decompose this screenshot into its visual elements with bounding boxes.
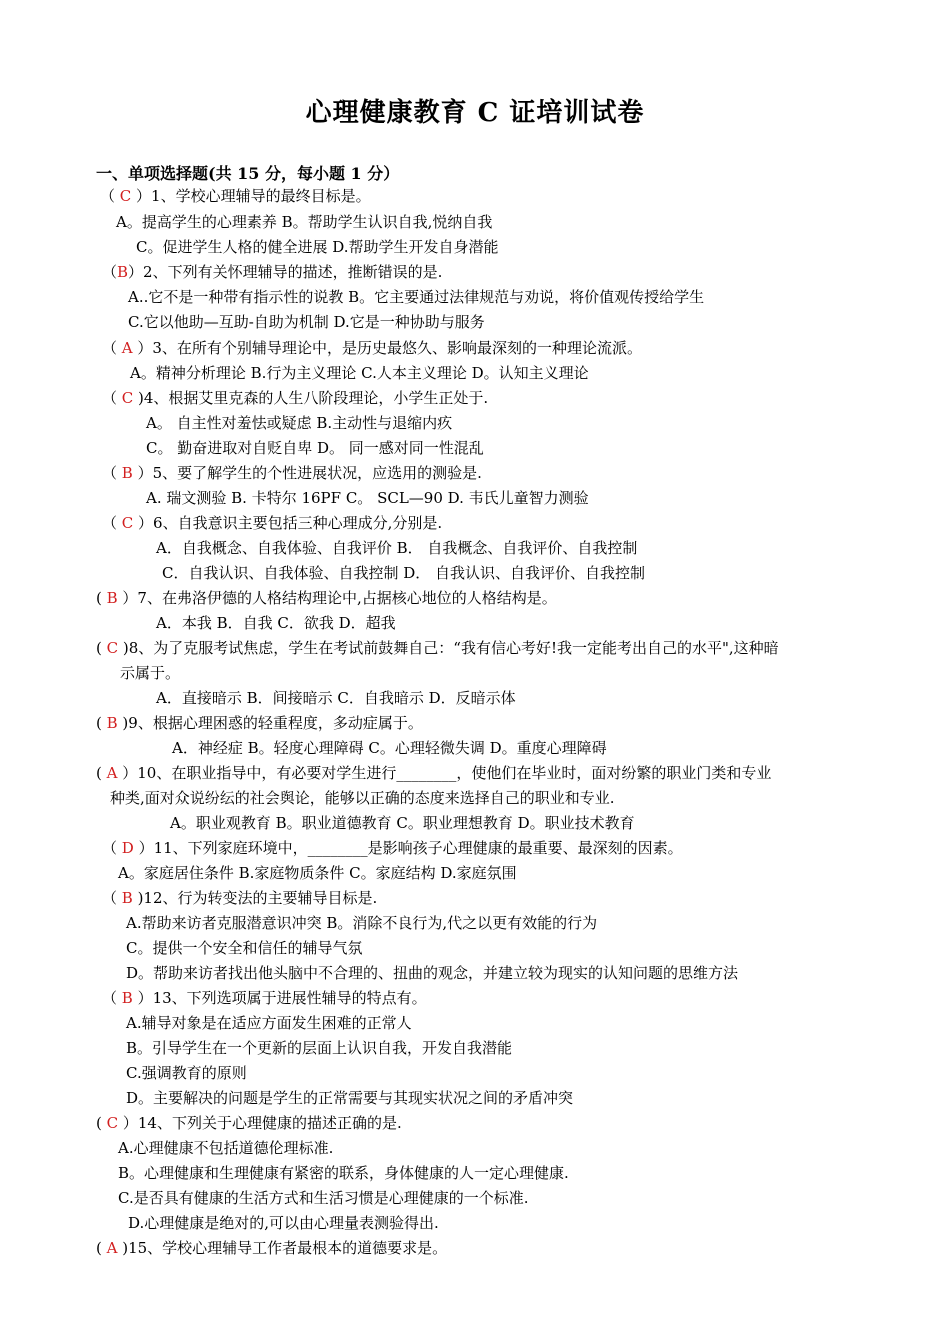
option-line: A。精神分析理论 B.行为主义理论 C.人本主义理论 D。认知主义理论 [130, 364, 589, 382]
question-text: ）10、在职业指导中，有必要对学生进行________，使他们在毕业时，面对纷繁的职业门类和专业 [117, 764, 772, 782]
option-line: A．直接暗示 B．间接暗示 C．自我暗示 D．反暗示体 [156, 689, 516, 707]
option-line: B。心理健康和生理健康有紧密的联系，身体健康的人一定心理健康. [118, 1164, 569, 1182]
answer-bracket-open: （ [102, 514, 122, 532]
question-line [96, 713, 423, 733]
answer-bracket-open: （ [100, 187, 120, 205]
answer-letter: B [121, 989, 133, 1007]
option-line: C。提供一个安全和信任的辅导气氛 [126, 939, 363, 957]
answer-bracket-open: （ [102, 989, 122, 1007]
answer-letter: C [106, 1114, 119, 1132]
answer-bracket-open: （ [102, 889, 122, 907]
answer-letter: B [106, 714, 118, 732]
option-line: B。引导学生在一个更新的层面上认识自我，开发自我潜能 [126, 1039, 513, 1057]
answer-bracket-open: ( [96, 764, 107, 782]
answer-letter: A [106, 764, 118, 782]
option-line: A..它不是一种带有指示性的说教 B。它主要通过法律规范与劝说，将价值观传授给学生 [128, 288, 705, 306]
question-line [96, 638, 779, 658]
answer-bracket-open: （ [102, 839, 122, 857]
question-line [96, 1238, 447, 1258]
answer-letter: A [106, 1239, 118, 1257]
option-line: A.心理健康不包括道德伦理标准. [118, 1139, 334, 1157]
question-text: )12、行为转变法的主要辅导目标是. [132, 889, 378, 907]
question-text: ）2、下列有关怀理辅导的描述，推断错误的是. [128, 263, 443, 281]
option-line: C.是否具有健康的生活方式和生活习惯是心理健康的一个标准. [118, 1189, 529, 1207]
question-line [100, 186, 371, 206]
question-line [102, 338, 642, 358]
option-line: D.心理健康是绝对的,可以由心理量表测验得出. [128, 1214, 439, 1232]
question-text: ）6、自我意识主要包括三种心理成分,分别是. [133, 514, 443, 532]
option-line: C．自我认识、自我体验、自我控制 D． 自我认识、自我评价、自我控制 [162, 564, 646, 582]
answer-letter: C [121, 389, 134, 407]
question-line [96, 588, 557, 608]
option-line: A。提高学生的心理素养 B。帮助学生认识自我,悦纳自我 [116, 213, 493, 231]
option-line: D。主要解决的问题是学生的正常需要与其现实状况之间的矛盾冲突 [126, 1089, 574, 1107]
question-line [102, 262, 442, 282]
option-line: C。 勤奋进取对自贬自卑 D。 同一感对同一性混乱 [146, 439, 484, 457]
answer-bracket-open: （ [102, 339, 122, 357]
answer-bracket-open: ( [96, 1114, 107, 1132]
page-title: 心理健康教育 C 证培训试卷 [305, 98, 645, 128]
answer-bracket-open: （ [102, 464, 122, 482]
question-text: )15、学校心理辅导工作者最根本的道德要求是。 [117, 1239, 448, 1257]
option-line: C。促进学生人格的健全进展 D.帮助学生开发自身潜能 [136, 238, 499, 256]
answer-letter: C [119, 187, 132, 205]
question-line [102, 888, 377, 908]
option-line: D。帮助来访者找出他头脑中不合理的、扭曲的观念，并建立较为现实的认知问题的思维方法 [126, 964, 739, 982]
option-line: A。 自主性对羞怯或疑虑 B.主动性与退缩内疚 [146, 414, 453, 432]
option-line: A．神经症 B。轻度心理障碍 C。心理轻微失调 D。重度心理障碍 [172, 739, 607, 757]
question-line [102, 988, 427, 1008]
answer-bracket-open: （ [102, 389, 122, 407]
answer-letter: C [106, 639, 119, 657]
option-line: A.辅导对象是在适应方面发生困难的正常人 [126, 1014, 412, 1032]
question-text: ）13、下列选项属于进展性辅导的特点有。 [132, 989, 427, 1007]
answer-letter: B [106, 589, 118, 607]
question-line [102, 463, 482, 483]
answer-letter: B [117, 263, 129, 281]
answer-letter: B [121, 464, 133, 482]
question-text: )8、为了克服考试焦虑，学生在考试前鼓舞自己：“我有信心考好!我一定能考出自己的水平",这种暗 [118, 639, 779, 657]
answer-bracket-open: ( [96, 714, 107, 732]
answer-letter: B [121, 889, 133, 907]
answer-bracket-open: ( [96, 589, 107, 607]
question-line [96, 763, 771, 783]
option-line: A。家庭居住条件 B.家庭物质条件 C。家庭结构 D.家庭氛围 [118, 864, 517, 882]
section-heading: 一、单项选择题(共 15 分，每小题 1 分） [96, 164, 400, 183]
option-line: C.强调教育的原则 [126, 1064, 247, 1082]
option-line: A.帮助来访者克服潜意识冲突 B。消除不良行为,代之以更有效能的行为 [126, 914, 598, 932]
option-line: A．自我概念、自我体验、自我评价 B． 自我概念、自我评价、自我控制 [156, 539, 638, 557]
answer-bracket-open: ( [96, 639, 107, 657]
answer-bracket-open: ( [96, 1239, 107, 1257]
question-line [96, 1113, 402, 1133]
option-line: C.它以他助—互助-自助为机制 D.它是一种协助与服务 [128, 313, 485, 331]
question-text: ）5、要了解学生的个性进展状况，应选用的测验是. [132, 464, 482, 482]
answer-letter: D [121, 839, 134, 857]
question-line [102, 513, 442, 533]
question-line [102, 838, 683, 858]
question-text: ）7、在弗洛伊德的人格结构理论中,占据核心地位的人格结构是。 [117, 589, 557, 607]
option-line: 种类,面对众说纷纭的社会舆论，能够以正确的态度来选择自己的职业和专业. [110, 789, 615, 807]
question-text: )4、根据艾里克森的人生八阶段理论，小学生正处于. [133, 389, 489, 407]
option-line: 示属于。 [120, 664, 181, 682]
answer-letter: C [121, 514, 134, 532]
option-line: A。职业观教育 B。职业道德教育 C。职业理想教育 D。职业技术教育 [170, 814, 635, 832]
question-text: ）1、学校心理辅导的最终目标是。 [131, 187, 371, 205]
question-line [102, 388, 488, 408]
answer-letter: A [121, 339, 133, 357]
question-text: )9、根据心理困惑的轻重程度，多动症属于。 [117, 714, 423, 732]
question-text: ）11、下列家庭环境中，________是影响孩子心理健康的最重要、最深刻的因素。 [133, 839, 683, 857]
option-line: A. 瑞文测验 B. 卡特尔 16PF C。 SCL—90 D. 韦氏儿童智力测验 [146, 489, 589, 507]
question-text: ）14、下列关于心理健康的描述正确的是. [118, 1114, 402, 1132]
answer-bracket-open: （ [102, 263, 118, 281]
question-text: ）3、在所有个别辅导理论中，是历史最悠久、影响最深刻的一种理论流派。 [132, 339, 642, 357]
option-line: A．本我 B．自我 C．欲我 D．超我 [156, 614, 396, 632]
